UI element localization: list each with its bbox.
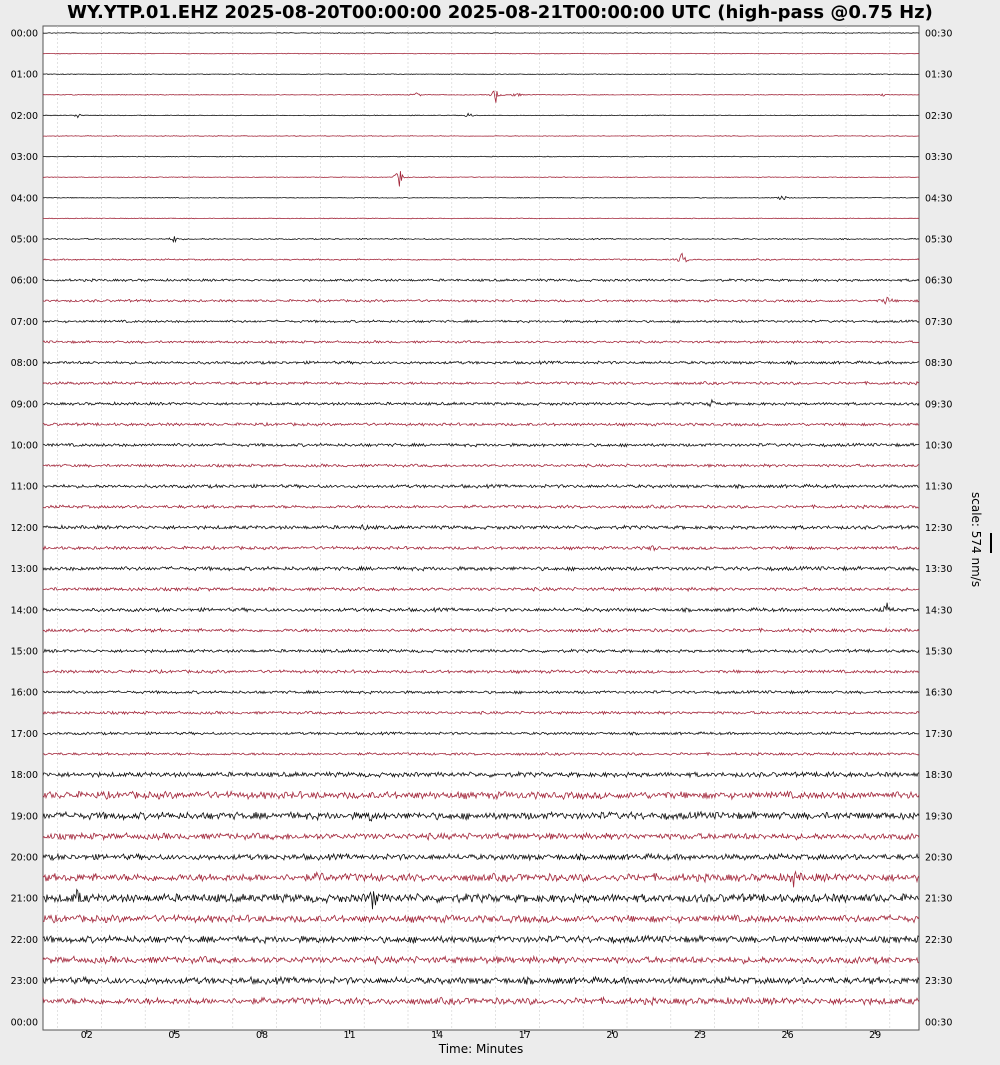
x-tick-label: 02	[80, 1030, 93, 1041]
right-time-label: 21:30	[925, 893, 953, 905]
scale-label: scale: 574 nm/s	[969, 492, 983, 588]
left-time-label: 19:00	[10, 811, 38, 823]
left-time-label: 10:00	[10, 440, 38, 452]
left-time-label: 01:00	[10, 69, 38, 81]
trace-line	[43, 53, 919, 54]
left-time-label: 05:00	[10, 234, 38, 246]
right-time-label: 15:30	[925, 646, 953, 658]
right-time-label: 00:30	[925, 1017, 953, 1029]
right-time-label: 13:30	[925, 564, 953, 576]
right-time-label: 18:30	[925, 770, 953, 782]
left-time-label: 00:00	[10, 1017, 38, 1029]
left-time-label: 04:00	[10, 193, 38, 205]
right-time-label: 05:30	[925, 234, 953, 246]
right-time-labels	[925, 29, 952, 1029]
x-tick-label: 20	[606, 1030, 619, 1041]
left-time-label: 14:00	[10, 605, 38, 617]
left-time-label: 09:00	[10, 399, 38, 411]
left-time-label: 06:00	[10, 275, 38, 287]
x-tick-label: 08	[255, 1030, 269, 1041]
x-tick-label: 23	[693, 1030, 707, 1041]
right-time-label: 19:30	[925, 811, 953, 823]
left-time-label: 11:00	[10, 481, 38, 493]
left-time-label: 21:00	[10, 893, 38, 905]
left-time-label: 20:00	[10, 852, 38, 864]
x-tick-label: 11	[343, 1030, 356, 1041]
right-time-label: 10:30	[925, 440, 953, 452]
chart-title: WY.YTP.01.EHZ 2025-08-20T00:00:00 2025-08-21T00:00:00 UTC (high-pass @0.75 Hz)	[67, 2, 933, 23]
right-time-label: 22:30	[925, 934, 953, 946]
right-time-label: 06:30	[925, 275, 953, 287]
left-time-label: 08:00	[10, 358, 38, 370]
right-time-label: 20:30	[925, 852, 953, 864]
scale-bar	[990, 533, 992, 553]
right-time-label: 11:30	[925, 481, 953, 493]
left-time-label: 02:00	[10, 110, 38, 122]
right-time-label: 12:30	[925, 522, 953, 534]
left-time-label: 16:00	[10, 687, 38, 699]
x-axis-ticks	[81, 1030, 881, 1041]
x-tick-label: 26	[781, 1030, 794, 1041]
right-time-label: 17:30	[925, 728, 953, 740]
left-time-label: 15:00	[10, 646, 38, 658]
left-time-label: 12:00	[10, 522, 38, 534]
x-tick-label: 05	[168, 1030, 181, 1041]
left-time-label: 17:00	[10, 728, 38, 740]
right-time-label: 16:30	[925, 687, 953, 699]
right-time-label: 00:30	[925, 28, 953, 40]
left-time-label: 00:00	[10, 28, 38, 40]
right-time-label: 08:30	[925, 358, 953, 370]
left-time-label: 23:00	[10, 976, 38, 988]
right-time-label: 07:30	[925, 316, 953, 328]
left-time-label: 13:00	[10, 564, 38, 576]
x-tick-label: 17	[518, 1030, 531, 1041]
right-time-label: 02:30	[925, 110, 953, 122]
right-time-label: 14:30	[925, 605, 953, 617]
left-time-label: 03:00	[10, 152, 38, 164]
left-time-label: 18:00	[10, 770, 38, 782]
right-time-label: 03:30	[925, 152, 953, 164]
left-time-label: 22:00	[10, 934, 38, 946]
left-time-labels	[11, 29, 38, 1029]
right-time-label: 01:30	[925, 69, 953, 81]
right-time-label: 09:30	[925, 399, 953, 411]
right-time-label: 04:30	[925, 193, 953, 205]
x-axis-label: Time: Minutes	[438, 1042, 524, 1056]
x-tick-label: 29	[869, 1030, 882, 1041]
x-tick-label: 14	[431, 1030, 444, 1041]
right-time-label: 23:30	[925, 976, 953, 988]
left-time-label: 07:00	[10, 316, 38, 328]
